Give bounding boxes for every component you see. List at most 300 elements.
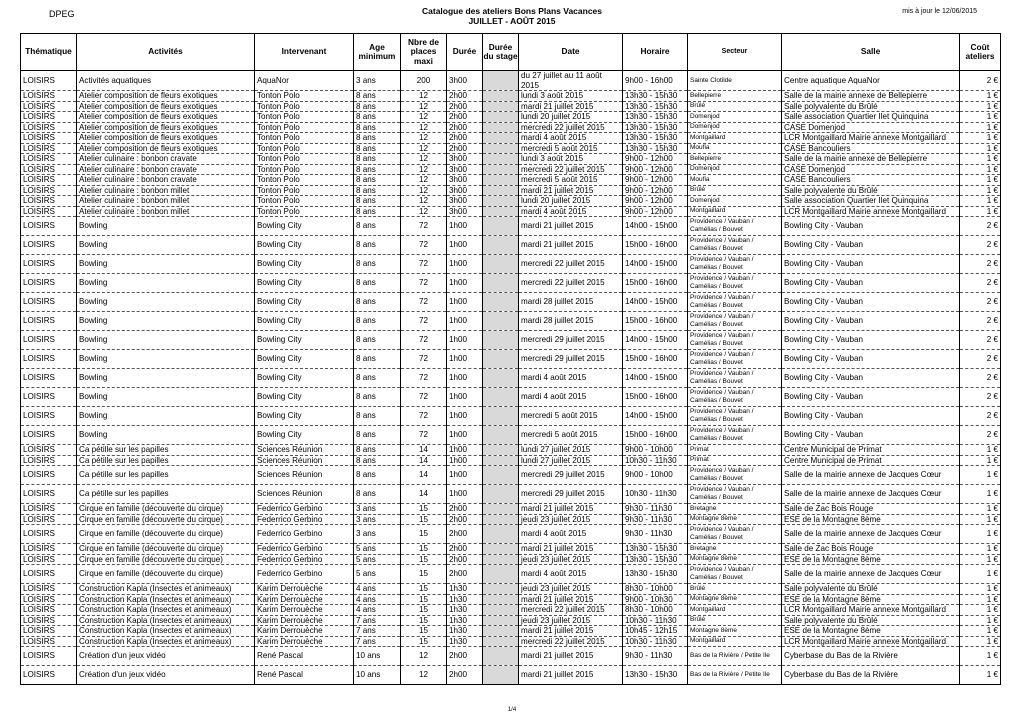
cell-salle: CASE Bancouliers — [782, 175, 960, 186]
table-row — [21, 514, 1001, 525]
cell-places-maxi: 12 — [401, 164, 447, 175]
cell-date: mercredi 29 juillet 2015 — [519, 466, 623, 485]
cell-activites: Cirque en famille (découverte du cirque) — [77, 514, 255, 525]
cell-date: mardi 21 juillet 2015 — [519, 666, 623, 685]
cell-thematique: LOISIRS — [21, 101, 77, 112]
cell-places-maxi: 14 — [401, 455, 447, 466]
cell-age-minimum: 8 ans — [354, 154, 401, 165]
cell-activites: Bowling — [77, 293, 255, 312]
cell-salle: Centre aquatique AquaNor — [782, 71, 960, 91]
table-row — [21, 455, 1001, 466]
cell-salle: ESE de la Montagne 8ème — [782, 554, 960, 565]
cell-cout: 1 € — [960, 485, 1001, 504]
cell-date: mardi 21 juillet 2015 — [519, 647, 623, 666]
cell-places-maxi: 15 — [401, 554, 447, 565]
cell-cout: 2 € — [960, 312, 1001, 331]
cell-cout: 1 € — [960, 196, 1001, 207]
cell-intervenant: Federrico Gerbino — [255, 565, 354, 584]
cell-activites: Construction Kapla (Insectes et animeaux) — [77, 584, 255, 595]
cell-activites: Atelier culinaire : bonbon millet — [77, 206, 255, 217]
cell-activites: Bowling — [77, 407, 255, 426]
cell-secteur: Providence / Vauban / Camélias / Bouvet — [688, 369, 782, 388]
table-row — [21, 154, 1001, 165]
cell-age-minimum: 8 ans — [354, 388, 401, 407]
cell-age-minimum: 8 ans — [354, 236, 401, 255]
cell-date: mardi 21 juillet 2015 — [519, 594, 623, 605]
cell-secteur: Montagne 8ème — [688, 554, 782, 565]
cell-cout: 1 € — [960, 594, 1001, 605]
cell-salle: Cyberbase du Bas de la Rivière — [782, 647, 960, 666]
cell-date: mardi 4 août 2015 — [519, 133, 623, 144]
cell-duree: 1h00 — [447, 350, 483, 369]
cell-activites: Bowling — [77, 426, 255, 445]
cell-horaire: 13h30 - 15h30 — [623, 112, 688, 123]
cell-salle: Bowling City - Vauban — [782, 274, 960, 293]
cell-activites: Cirque en famille (découverte du cirque) — [77, 544, 255, 555]
cell-secteur: Providence / Vauban / Camélias / Bouvet — [688, 525, 782, 544]
cell-thematique: LOISIRS — [21, 369, 77, 388]
cell-places-maxi: 12 — [401, 112, 447, 123]
cell-age-minimum: 8 ans — [354, 185, 401, 196]
cell-date: lundi 20 juillet 2015 — [519, 196, 623, 207]
cell-places-maxi: 15 — [401, 514, 447, 525]
table-row — [21, 312, 1001, 331]
cell-horaire: 10h30 - 11h30 — [623, 615, 688, 626]
cell-date: jeudi 23 juillet 2015 — [519, 584, 623, 595]
cell-age-minimum: 8 ans — [354, 369, 401, 388]
cell-activites: Bowling — [77, 388, 255, 407]
cell-places-maxi: 72 — [401, 388, 447, 407]
cell-intervenant: Tonton Polo — [255, 175, 354, 186]
cell-salle: ESE de la Montagne 8ème — [782, 626, 960, 637]
cell-intervenant: AquaNor — [255, 71, 354, 91]
cell-cout: 1 € — [960, 133, 1001, 144]
table-row — [21, 544, 1001, 555]
cell-thematique: LOISIRS — [21, 71, 77, 91]
cell-date: mercredi 5 août 2015 — [519, 175, 623, 186]
column-header-salle: Salle — [782, 34, 960, 71]
cell-secteur: Bas de la Rivière / Petite Ile — [688, 647, 782, 666]
cell-thematique: LOISIRS — [21, 584, 77, 595]
cell-places-maxi: 72 — [401, 369, 447, 388]
cell-date: lundi 20 juillet 2015 — [519, 112, 623, 123]
cell-places-maxi: 12 — [401, 175, 447, 186]
cell-activites: Atelier composition de fleurs exotiques — [77, 143, 255, 154]
cell-thematique: LOISIRS — [21, 112, 77, 123]
cell-age-minimum: 8 ans — [354, 426, 401, 445]
cell-horaire: 15h00 - 16h00 — [623, 388, 688, 407]
cell-intervenant: Bowling City — [255, 407, 354, 426]
cell-cout: 1 € — [960, 565, 1001, 584]
cell-intervenant: Karim Derrouèche — [255, 636, 354, 647]
table-row — [21, 525, 1001, 544]
cell-secteur: Brûlé — [688, 615, 782, 626]
cell-cout: 2 € — [960, 71, 1001, 91]
cell-duree: 2h00 — [447, 91, 483, 102]
cell-cout: 1 € — [960, 154, 1001, 165]
cell-secteur: Montgaillard — [688, 133, 782, 144]
cell-salle: LCR Montgaillard Mairie annexe Montgaillard — [782, 605, 960, 616]
update-date: mis à jour le 12/06/2015 — [902, 8, 977, 15]
cell-thematique: LOISIRS — [21, 605, 77, 616]
cell-intervenant: Tonton Polo — [255, 122, 354, 133]
cell-age-minimum: 5 ans — [354, 554, 401, 565]
column-header-intervenant: Intervenant — [255, 34, 354, 71]
cell-duree: 1h00 — [447, 445, 483, 456]
cell-secteur: Sainte Clotilde — [688, 71, 782, 91]
cell-duree-stage — [483, 331, 519, 350]
cell-thematique: LOISIRS — [21, 554, 77, 565]
cell-duree-stage — [483, 164, 519, 175]
cell-activites: Bowling — [77, 331, 255, 350]
cell-secteur: Providence / Vauban / Camélias / Bouvet — [688, 485, 782, 504]
cell-horaire: 9h00 - 10h00 — [623, 466, 688, 485]
cell-places-maxi: 12 — [401, 143, 447, 154]
cell-intervenant: René Pascal — [255, 647, 354, 666]
table-row — [21, 554, 1001, 565]
cell-horaire: 9h30 - 11h30 — [623, 525, 688, 544]
cell-horaire: 9h30 - 11h30 — [623, 647, 688, 666]
cell-places-maxi: 72 — [401, 331, 447, 350]
cell-date: mardi 21 juillet 2015 — [519, 185, 623, 196]
cell-duree: 2h00 — [447, 101, 483, 112]
cell-thematique: LOISIRS — [21, 217, 77, 236]
cell-places-maxi: 15 — [401, 636, 447, 647]
cell-horaire: 14h00 - 15h00 — [623, 331, 688, 350]
cell-intervenant: Bowling City — [255, 350, 354, 369]
cell-salle: LCR Montgaillard Mairie annexe Montgaillard — [782, 133, 960, 144]
cell-thematique: LOISIRS — [21, 615, 77, 626]
cell-places-maxi: 15 — [401, 525, 447, 544]
cell-places-maxi: 15 — [401, 605, 447, 616]
cell-duree-stage — [483, 255, 519, 274]
cell-activites: Bowling — [77, 236, 255, 255]
cell-horaire: 9h00 - 12h00 — [623, 196, 688, 207]
cell-date: mardi 21 juillet 2015 — [519, 217, 623, 236]
cell-intervenant: Karim Derrouèche — [255, 626, 354, 637]
cell-horaire: 15h00 - 16h00 — [623, 312, 688, 331]
cell-date: mardi 4 août 2015 — [519, 565, 623, 584]
cell-thematique: LOISIRS — [21, 594, 77, 605]
cell-age-minimum: 8 ans — [354, 255, 401, 274]
cell-activites: Construction Kapla (Insectes et animeaux) — [77, 615, 255, 626]
cell-horaire: 9h00 - 10h00 — [623, 445, 688, 456]
cell-date: mercredi 5 août 2015 — [519, 426, 623, 445]
cell-intervenant: Karim Derrouèche — [255, 594, 354, 605]
cell-salle: Bowling City - Vauban — [782, 312, 960, 331]
cell-thematique: LOISIRS — [21, 666, 77, 685]
cell-places-maxi: 12 — [401, 666, 447, 685]
cell-places-maxi: 72 — [401, 217, 447, 236]
cell-age-minimum: 4 ans — [354, 605, 401, 616]
cell-horaire: 13h30 - 15h30 — [623, 143, 688, 154]
table-row — [21, 217, 1001, 236]
cell-places-maxi: 15 — [401, 615, 447, 626]
cell-date: mardi 21 juillet 2015 — [519, 236, 623, 255]
cell-salle: Salle polyvalente du Brûlé — [782, 101, 960, 112]
cell-intervenant: Tonton Polo — [255, 101, 354, 112]
column-header-date: Date — [519, 34, 623, 71]
cell-horaire: 14h00 - 15h00 — [623, 255, 688, 274]
cell-horaire: 9h00 - 12h00 — [623, 175, 688, 186]
cell-duree-stage — [483, 647, 519, 666]
table-row — [21, 666, 1001, 685]
cell-secteur: Providence / Vauban / Camélias / Bouvet — [688, 350, 782, 369]
cell-secteur: Montgaillard — [688, 605, 782, 616]
cell-horaire: 9h00 - 12h00 — [623, 164, 688, 175]
cell-duree-stage — [483, 445, 519, 456]
cell-activites: Atelier composition de fleurs exotiques — [77, 101, 255, 112]
cell-horaire: 13h30 - 15h30 — [623, 133, 688, 144]
cell-intervenant: Karim Derrouèche — [255, 615, 354, 626]
table-row — [21, 605, 1001, 616]
cell-age-minimum: 8 ans — [354, 122, 401, 133]
cell-salle: Centre Municipal de Primat — [782, 455, 960, 466]
cell-salle: Salle de la mairie annexe de Jacques Cœur — [782, 525, 960, 544]
cell-thematique: LOISIRS — [21, 185, 77, 196]
cell-horaire: 9h30 - 11h30 — [623, 504, 688, 515]
cell-horaire: 13h30 - 15h30 — [623, 101, 688, 112]
cell-horaire: 15h00 - 16h00 — [623, 236, 688, 255]
cell-date: mercredi 5 août 2015 — [519, 407, 623, 426]
cell-salle: Salle de la mairie annexe de Jacques Cœur — [782, 466, 960, 485]
cell-age-minimum: 8 ans — [354, 485, 401, 504]
cell-date: mardi 28 juillet 2015 — [519, 293, 623, 312]
cell-thematique: LOISIRS — [21, 525, 77, 544]
cell-duree: 2h00 — [447, 565, 483, 584]
cell-cout: 1 € — [960, 615, 1001, 626]
cell-age-minimum: 10 ans — [354, 647, 401, 666]
cell-salle: Salle de Zac Bois Rouge — [782, 544, 960, 555]
cell-salle: Centre Municipal de Primat — [782, 445, 960, 456]
cell-intervenant: Federrico Gerbino — [255, 504, 354, 515]
cell-salle: CASE Domenjod — [782, 164, 960, 175]
column-header-secteur: Secteur — [688, 34, 782, 71]
cell-secteur: Providence / Vauban / Camélias / Bouvet — [688, 388, 782, 407]
cell-activites: Atelier culinaire : bonbon millet — [77, 196, 255, 207]
cell-activites: Construction Kapla (Insectes et animeaux) — [77, 605, 255, 616]
cell-duree-stage — [483, 554, 519, 565]
table-row — [21, 594, 1001, 605]
cell-secteur: Brûlé — [688, 584, 782, 595]
cell-secteur: Providence / Vauban / Camélias / Bouvet — [688, 312, 782, 331]
cell-thematique: LOISIRS — [21, 544, 77, 555]
cell-date: mercredi 22 juillet 2015 — [519, 636, 623, 647]
cell-duree: 3h00 — [447, 164, 483, 175]
cell-date: mardi 21 juillet 2015 — [519, 626, 623, 637]
cell-horaire: 14h00 - 15h00 — [623, 407, 688, 426]
cell-activites: Activités aquatiques — [77, 71, 255, 91]
cell-duree: 2h00 — [447, 143, 483, 154]
cell-places-maxi: 72 — [401, 236, 447, 255]
cell-intervenant: Bowling City — [255, 255, 354, 274]
table-row — [21, 369, 1001, 388]
cell-duree: 2h00 — [447, 112, 483, 123]
cell-intervenant: Sciences Réunion — [255, 466, 354, 485]
column-header-activites: Activités — [77, 34, 255, 71]
cell-duree: 3h00 — [447, 206, 483, 217]
cell-duree-stage — [483, 217, 519, 236]
cell-intervenant: Bowling City — [255, 426, 354, 445]
cell-thematique: LOISIRS — [21, 514, 77, 525]
cell-age-minimum: 8 ans — [354, 407, 401, 426]
cell-cout: 2 € — [960, 236, 1001, 255]
cell-thematique: LOISIRS — [21, 504, 77, 515]
cell-secteur: Domenjod — [688, 122, 782, 133]
table-row — [21, 91, 1001, 102]
cell-age-minimum: 10 ans — [354, 666, 401, 685]
table-row — [21, 185, 1001, 196]
cell-places-maxi: 15 — [401, 565, 447, 584]
cell-age-minimum: 3 ans — [354, 504, 401, 515]
cell-activites: Atelier composition de fleurs exotiques — [77, 133, 255, 144]
cell-salle: Salle association Quartier Ilet Quinquina — [782, 112, 960, 123]
cell-activites: Ca pétille sur les papilles — [77, 455, 255, 466]
cell-duree-stage — [483, 206, 519, 217]
cell-thematique: LOISIRS — [21, 636, 77, 647]
cell-age-minimum: 8 ans — [354, 445, 401, 456]
cell-duree-stage — [483, 525, 519, 544]
cell-intervenant: Bowling City — [255, 312, 354, 331]
cell-secteur: Providence / Vauban / Camélias / Bouvet — [688, 407, 782, 426]
cell-intervenant: Sciences Réunion — [255, 445, 354, 456]
title-line-1: Catalogue des ateliers Bons Plans Vacances — [422, 6, 602, 16]
cell-cout: 1 € — [960, 525, 1001, 544]
cell-duree-stage — [483, 185, 519, 196]
cell-age-minimum: 3 ans — [354, 525, 401, 544]
document-title — [0, 6, 1024, 26]
cell-duree-stage — [483, 133, 519, 144]
table-row — [21, 615, 1001, 626]
cell-cout: 1 € — [960, 101, 1001, 112]
cell-horaire: 8h30 - 10h00 — [623, 584, 688, 595]
cell-salle: Bowling City - Vauban — [782, 255, 960, 274]
cell-secteur: Bretagne — [688, 504, 782, 515]
cell-cout: 2 € — [960, 274, 1001, 293]
cell-thematique: LOISIRS — [21, 485, 77, 504]
cell-activites: Ca pétille sur les papilles — [77, 445, 255, 456]
cell-duree-stage — [483, 91, 519, 102]
cell-places-maxi: 12 — [401, 185, 447, 196]
table-row — [21, 584, 1001, 595]
cell-age-minimum: 8 ans — [354, 91, 401, 102]
cell-age-minimum: 8 ans — [354, 217, 401, 236]
cell-age-minimum: 7 ans — [354, 626, 401, 637]
cell-intervenant: Bowling City — [255, 293, 354, 312]
cell-activites: Atelier culinaire : bonbon cravate — [77, 164, 255, 175]
cell-salle: Salle de la mairie annexe de Bellepierre — [782, 154, 960, 165]
table-row — [21, 143, 1001, 154]
cell-date: jeudi 23 juillet 2015 — [519, 615, 623, 626]
cell-thematique: LOISIRS — [21, 164, 77, 175]
cell-secteur: Providence / Vauban / Camélias / Bouvet — [688, 426, 782, 445]
cell-date: jeudi 23 juillet 2015 — [519, 554, 623, 565]
cell-duree: 1h30 — [447, 626, 483, 637]
cell-activites: Création d'un jeux vidéo — [77, 647, 255, 666]
cell-places-maxi: 14 — [401, 445, 447, 456]
cell-secteur: Montgaillard — [688, 636, 782, 647]
cell-date: du 27 juillet au 11 août 2015 — [519, 71, 623, 91]
cell-duree-stage — [483, 71, 519, 91]
cell-places-maxi: 15 — [401, 544, 447, 555]
table-row — [21, 112, 1001, 123]
cell-date: mercredi 29 juillet 2015 — [519, 331, 623, 350]
cell-age-minimum: 8 ans — [354, 331, 401, 350]
cell-places-maxi: 12 — [401, 647, 447, 666]
cell-salle: Bowling City - Vauban — [782, 331, 960, 350]
cell-intervenant: Karim Derrouèche — [255, 605, 354, 616]
cell-cout: 1 € — [960, 554, 1001, 565]
cell-thematique: LOISIRS — [21, 293, 77, 312]
cell-duree-stage — [483, 388, 519, 407]
cell-duree-stage — [483, 544, 519, 555]
cell-horaire: 10h30 - 11h30 — [623, 485, 688, 504]
table-row — [21, 71, 1001, 91]
table-row — [21, 445, 1001, 456]
cell-activites: Cirque en famille (découverte du cirque) — [77, 565, 255, 584]
cell-intervenant: Sciences Réunion — [255, 485, 354, 504]
cell-thematique: LOISIRS — [21, 91, 77, 102]
cell-duree-stage — [483, 154, 519, 165]
cell-age-minimum: 8 ans — [354, 164, 401, 175]
cell-duree-stage — [483, 122, 519, 133]
cell-cout: 1 € — [960, 185, 1001, 196]
cell-duree-stage — [483, 312, 519, 331]
cell-cout: 1 € — [960, 164, 1001, 175]
cell-intervenant: Federrico Gerbino — [255, 554, 354, 565]
table-row — [21, 293, 1001, 312]
cell-date: mardi 4 août 2015 — [519, 369, 623, 388]
cell-secteur: Bellepierre — [688, 154, 782, 165]
cell-date: mercredi 22 juillet 2015 — [519, 255, 623, 274]
cell-thematique: LOISIRS — [21, 255, 77, 274]
cell-intervenant: Tonton Polo — [255, 91, 354, 102]
cell-horaire: 9h00 - 12h00 — [623, 206, 688, 217]
cell-horaire: 13h30 - 15h30 — [623, 91, 688, 102]
cell-activites: Construction Kapla (Insectes et animeaux) — [77, 594, 255, 605]
cell-activites: Construction Kapla (Insectes et animeaux) — [77, 636, 255, 647]
table-row — [21, 626, 1001, 637]
cell-places-maxi: 72 — [401, 274, 447, 293]
cell-duree: 3h00 — [447, 196, 483, 207]
table-row — [21, 407, 1001, 426]
cell-age-minimum: 8 ans — [354, 293, 401, 312]
table-row — [21, 175, 1001, 186]
cell-duree: 2h00 — [447, 666, 483, 685]
cell-intervenant: Federrico Gerbino — [255, 514, 354, 525]
cell-duree: 3h00 — [447, 185, 483, 196]
cell-duree-stage — [483, 369, 519, 388]
cell-age-minimum: 8 ans — [354, 101, 401, 112]
cell-horaire: 9h00 - 16h00 — [623, 71, 688, 91]
cell-cout: 1 € — [960, 605, 1001, 616]
cell-age-minimum: 8 ans — [354, 350, 401, 369]
cell-duree: 3h00 — [447, 154, 483, 165]
cell-activites: Ca pétille sur les papilles — [77, 466, 255, 485]
cell-horaire: 13h30 - 15h30 — [623, 544, 688, 555]
cell-secteur: Brûlé — [688, 101, 782, 112]
cell-duree: 1h00 — [447, 455, 483, 466]
cell-places-maxi: 12 — [401, 122, 447, 133]
table-row — [21, 331, 1001, 350]
cell-salle: Cyberbase du Bas de la Rivière — [782, 666, 960, 685]
cell-duree-stage — [483, 594, 519, 605]
cell-date: lundi 3 août 2015 — [519, 154, 623, 165]
cell-duree: 1h00 — [447, 293, 483, 312]
cell-horaire: 10h45 - 12h15 — [623, 626, 688, 637]
cell-duree: 1h00 — [447, 255, 483, 274]
cell-cout: 1 € — [960, 122, 1001, 133]
